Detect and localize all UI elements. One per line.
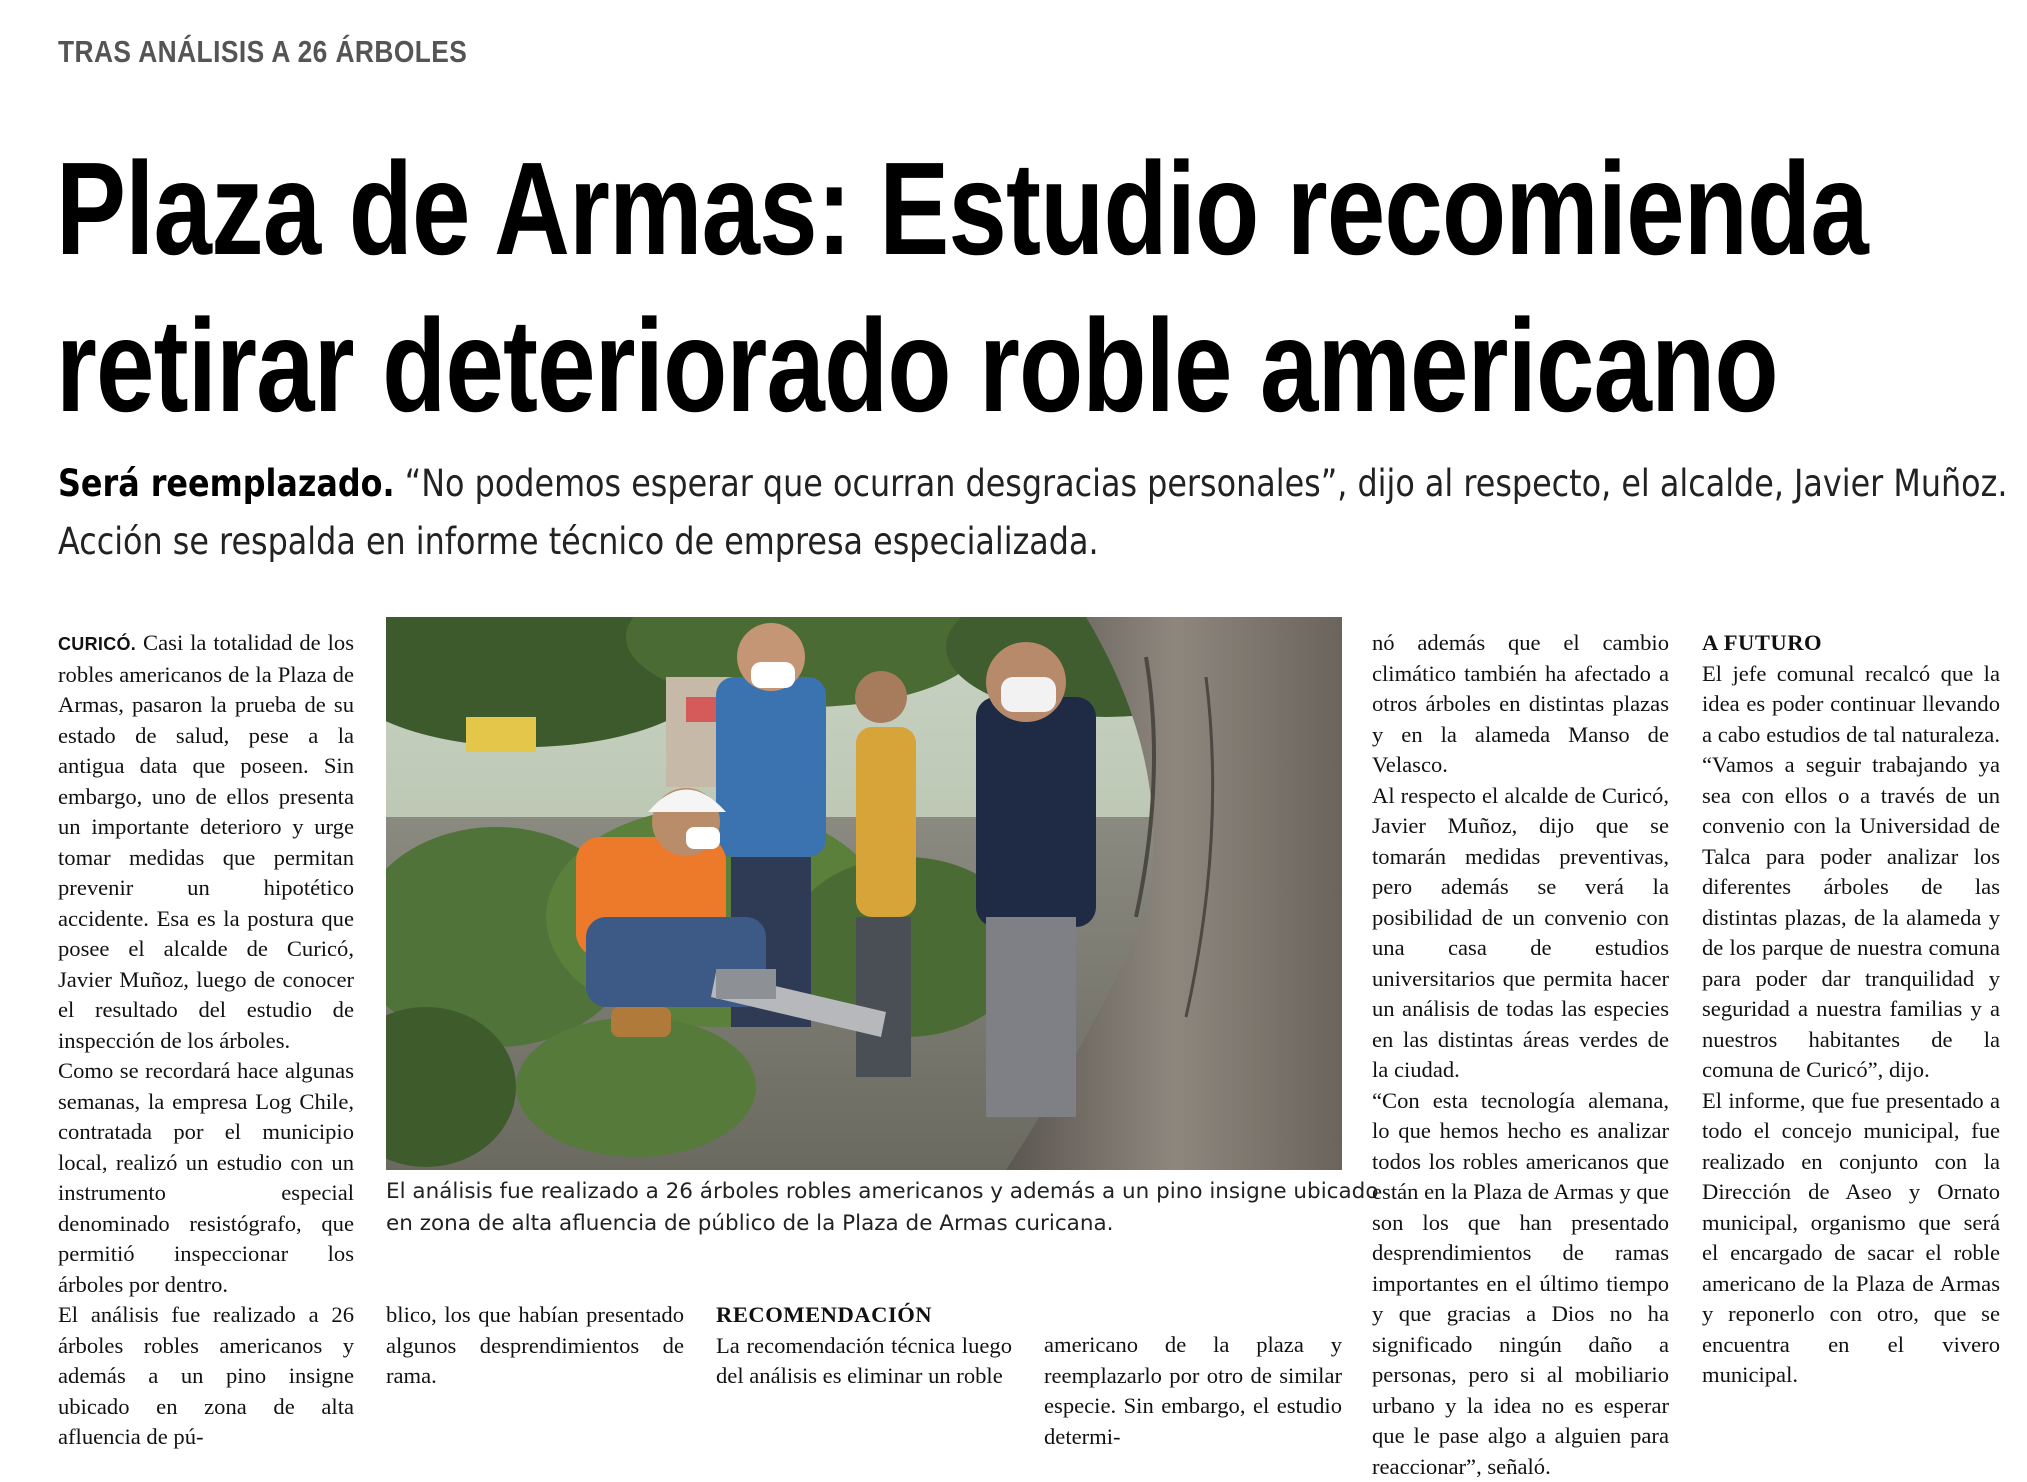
caption-line-2: en zona de alta afluencia de público de la Plaza de Armas curicana. (386, 1208, 1366, 1240)
paragraph-text: Casi la totalidad de los robles americanos de la Plaza de Armas, pasaron la prueba de su estado de salud, pese a la antigua data que poseen. Sin embargo, uno de ellos presenta un importante deterioro y urge tomar medidas que permitan prevenir un hipotético accidente. Esa es la postura que posee el alcalde de Curicó, Javier Muñoz, luego de conocer el resultado del estudio de inspección de los árboles. (58, 630, 354, 1053)
deck-line-2: Acción se respalda en informe técnico de empresa especializada. (58, 513, 2027, 571)
subheading-recomendacion: RECOMENDACIÓN (716, 1300, 1012, 1331)
body-column-2 (386, 1300, 684, 1392)
caption-line-1: El análisis fue realizado a 26 árboles robles americanos y además a un pino insigne ubicado (386, 1176, 1366, 1208)
subheading-a-futuro: A FUTURO (1702, 628, 2000, 659)
deck-line-1 (58, 455, 2027, 513)
paragraph: El análisis fue realizado a 26 árboles robles americanos y además a un pino insigne ubicado en zona de alta afluencia de pú- (58, 1300, 354, 1453)
paragraph: nó además que el cambio climático también ha afectado a otros árboles en distintas plazas y en la alameda Manso de Velasco. (1372, 628, 1669, 781)
paragraph: americano de la plaza y reemplazarlo por otro de similar especie. Sin embargo, el estudio determi- (1044, 1330, 1342, 1452)
photo-caption (386, 1176, 1366, 1240)
paragraph: El jefe comunal recalcó que la idea es poder continuar llevando a cabo estudios de tal naturaleza. “Vamos a seguir trabajando ya sea con ellos o a través de un convenio con la Universidad de Talca para poder analizar los diferentes árboles de las distintas plazas, de la alameda y de los parque de nuestra comuna para poder dar tranquilidad y seguridad a nuestra familias y a nuestros habitantes de la comuna de Curicó”, dijo. (1702, 659, 2000, 1086)
headline (56, 130, 1964, 444)
body-column-3 (716, 1300, 1012, 1392)
headline-line-2: retirar deteriorado roble americano (56, 287, 1964, 444)
paragraph: “Con esta tecnología alemana, lo que hemos hecho es analizar todos los robles americanos que están en la Plaza de Armas y que son los que han presentado desprendimientos de ramas importantes en el último tiempo y que gracias a Dios no ha significado ningún daño a personas, pero si al mobiliario urbano y la idea no es esperar que le pase algo a alguien para reaccionar”, señaló. (1372, 1086, 1669, 1482)
paragraph: Al respecto el alcalde de Curicó, Javier Muñoz, dijo que se tomarán medidas preventivas, pero además se verá la posibilidad de un convenio con una casa de estudios universitarios que permita hacer un análisis de todas las especies en las distintas áreas verdes de la ciudad. (1372, 781, 1669, 1086)
body-column-1 (58, 628, 354, 1453)
paragraph: La recomendación técnica luego del análisis es eliminar un roble (716, 1331, 1012, 1392)
paragraph: El informe, que fue presentado a todo el concejo municipal, fue realizado en conjunto con la Dirección de Aseo y Ornato municipal, organismo que será el encargado de sacar el roble americano de la Plaza de Armas y reponerlo con otro, que se encuentra en el vivero municipal. (1702, 1086, 2000, 1391)
deck (58, 455, 2027, 571)
body-column-4 (1044, 1330, 1342, 1452)
photo-illustration (386, 617, 1342, 1170)
headline-line-1: Plaza de Armas: Estudio recomienda (56, 130, 1964, 287)
article-photo (386, 617, 1342, 1170)
body-column-6 (1702, 628, 2000, 1391)
paragraph (58, 628, 354, 1056)
dateline: CURICÓ. (58, 634, 136, 654)
deck-lead: Será reemplazado. (58, 462, 395, 505)
paragraph: Como se recordará hace algunas semanas, la empresa Log Chile, contratada por el municipio local, realizó un estudio con un instrumento especial denominado resistógrafo, que permitió inspeccionar los árboles por dentro. (58, 1056, 354, 1300)
deck-line-1-rest: “No podemos esperar que ocurran desgracias personales”, dijo al respecto, el alcalde, Javier Muñoz. (395, 462, 2008, 505)
kicker: TRAS ANÁLISIS A 26 ÁRBOLES (58, 34, 467, 70)
body-column-5 (1372, 628, 1669, 1482)
paragraph: blico, los que habían presentado algunos desprendimientos de rama. (386, 1300, 684, 1392)
